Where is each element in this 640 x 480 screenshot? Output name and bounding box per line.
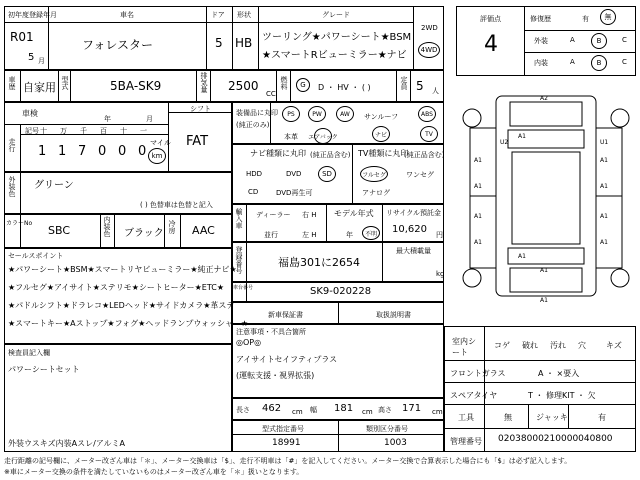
ac-label: 冷房: [168, 220, 176, 234]
car-damage-diagram: [456, 88, 636, 318]
model-year-unit: 年: [346, 231, 353, 239]
tv-item-circled: フルセグ: [360, 166, 388, 182]
mileage-digit: 0: [138, 144, 147, 159]
diagram-code-1: A2: [540, 95, 548, 102]
grade-line2: ★スマートRビューミラー★ナビ: [262, 50, 407, 61]
notes-label: 注意事項・不具合箇所: [236, 328, 306, 336]
equipment-item-circled: エアバック: [314, 128, 332, 144]
sales-line-2: ★フルセグ★アイサイト★ステリモ★シートヒーター★ETC★: [8, 283, 225, 292]
chassis-value: SK9-020228: [310, 286, 372, 297]
exterior-grade-label: 外装: [534, 37, 548, 45]
width-value: 181: [334, 403, 354, 414]
grade-option: C: [622, 36, 627, 44]
length-label: 長さ: [236, 406, 250, 414]
equipment-item-circled: PS: [282, 106, 300, 122]
diagram-right-side: [596, 128, 622, 268]
management-value: 02038000210000040800: [498, 434, 613, 444]
inspector-label: 検査員記入欄: [8, 349, 50, 357]
recycle-label: リサイクル預託金: [386, 209, 442, 217]
height-label: 高さ: [378, 406, 392, 414]
doors-label: ドア: [211, 11, 225, 19]
navi-title: ナビ種類に丸印: [250, 149, 306, 158]
interior-color-label: 内装色: [103, 216, 111, 237]
repaint-note: ( ) 色替車は色替と記入: [140, 201, 213, 209]
diagram-code-12: A1: [600, 239, 608, 246]
score-value: 4: [484, 32, 498, 57]
record-label: 記号: [25, 127, 39, 135]
diagram-code-15: A1: [518, 253, 526, 260]
model-name-label: 車名: [120, 11, 134, 19]
new-car-warranty: 新車保証書: [268, 311, 303, 319]
width-label: 幅: [310, 406, 317, 414]
mileage-digit: 7: [78, 144, 87, 159]
diagram-code-5: A1: [600, 157, 608, 164]
model-year-label: モデル年式: [334, 209, 374, 218]
diagram-code-10: A1: [600, 213, 608, 220]
diagram-roof: [512, 152, 580, 244]
grade-option: C: [622, 58, 627, 66]
seat-item: 破れ: [522, 341, 538, 350]
first-reg-label: 初年度登録年月: [8, 11, 57, 19]
body-label: 形状: [237, 11, 251, 19]
chassis-label: 車台番号: [233, 285, 254, 291]
tv-subtitle: (純正品含む): [404, 151, 445, 159]
mile-label: マイル: [150, 139, 171, 147]
mileage-digit: 1: [38, 144, 47, 159]
grade-selected: B: [591, 33, 607, 49]
tools-label: 工具: [458, 413, 474, 422]
seat-item: コゲ: [494, 341, 510, 350]
import-left: 左 H: [302, 231, 317, 239]
sales-line-1: ★パワーシート★BSM★スマートリヤビューミラー★純正ナビ★: [8, 265, 237, 274]
navi-subtitle: (純正品含む): [310, 151, 351, 159]
month-unit: 月: [38, 57, 45, 65]
navi-item: CD: [248, 188, 259, 196]
inspector-note-2: 外装ウスキズ内装Aスレ/アルミA: [8, 439, 125, 448]
diagram-code-9: A1: [474, 213, 482, 220]
type-value: 5BA-SK9: [110, 79, 162, 93]
inspector-block: [4, 344, 232, 452]
displacement-label: 排気量: [200, 72, 208, 93]
interior-grade-label: 内装: [534, 59, 548, 67]
diagram-hood: [510, 102, 582, 126]
footer-line-2: ※車にメーター交換の条件を満たしていないものはメーター改ざん車を「＊」扱いとなります。: [4, 468, 304, 476]
import-right: 右 H: [302, 211, 317, 219]
glass-value: A ・ ×要入: [538, 369, 580, 378]
sales-label: セールスポイント: [8, 252, 64, 260]
exterior-color: グリーン: [34, 180, 74, 191]
inspection-label: 車検: [22, 109, 38, 118]
grade-line1: ツーリング★パワーシート★BSM: [262, 32, 412, 43]
type-approval-value: 18991: [272, 438, 301, 448]
registration-value: 福島301に2654: [278, 256, 360, 269]
grade-option: A: [570, 36, 575, 44]
import-parallel: 並行: [264, 231, 278, 239]
registration-label: 登録番号: [235, 246, 243, 274]
diagram-code-4: A1: [474, 157, 482, 164]
width-unit: cm: [362, 408, 373, 416]
diagram-wheel-fr: [611, 109, 629, 127]
shift-label: シフト: [190, 105, 211, 113]
equipment-title: 装備品に丸印: [236, 109, 278, 117]
sales-block: [4, 248, 235, 344]
score-label: 評価点: [480, 15, 501, 23]
diagram-code-6: A1: [474, 183, 482, 190]
type-label: 型式: [61, 76, 69, 90]
equipment-item-circled: ABS: [418, 106, 436, 122]
notes-line-2: アイサイトセイフティプラス: [236, 355, 338, 364]
equipment-item-circled: AW: [336, 106, 354, 122]
model-year-unknown-circled: 不明: [362, 226, 380, 240]
interior-seat-label: 室内シート: [452, 337, 476, 357]
fuel-others: D ・ HV ・ ( ): [318, 83, 371, 92]
capacity-label: 定員: [400, 76, 408, 90]
exterior-color-label: 外装色: [8, 176, 16, 197]
glass-label: フロントガラス: [450, 369, 506, 378]
seat-item: キズ: [606, 341, 622, 350]
type-approval-label: 型式指定番号: [262, 425, 304, 433]
sales-line-4: ★スマートキー★Aストップ★フォグ★ヘッドランプウォッシャー★: [8, 319, 249, 328]
grade-option: A: [570, 58, 575, 66]
displacement-value: 2500: [228, 79, 259, 93]
max-load-label: 最大積載量: [396, 247, 431, 255]
mileage-digit-header: 千: [80, 127, 87, 135]
diagram-code-14: A1: [540, 297, 548, 304]
first-reg-month: 5: [28, 52, 35, 63]
length-unit: cm: [292, 408, 303, 416]
grade-selected: B: [591, 55, 607, 71]
navi-item: DVD再生可: [276, 189, 313, 197]
notes-line-1: ◎OP◎: [236, 338, 262, 347]
tv-item: アナログ: [362, 189, 390, 197]
spare-value: T ・ 修理KIT ・ 欠: [528, 391, 596, 400]
mileage-digit: 1: [58, 144, 67, 159]
equipment-item-circled: ナビ: [372, 126, 390, 142]
diagram-wheel-fl: [463, 109, 481, 127]
diagram-code-11: A1: [474, 239, 482, 246]
grade-label: グレード: [322, 11, 350, 19]
model-name: フォレスター: [82, 38, 154, 52]
diagram-code-7: U1: [600, 139, 609, 146]
diagram-code-3: U2: [500, 139, 509, 146]
seat-item: 穴: [578, 341, 586, 350]
body-value: HB: [235, 36, 253, 50]
diagram-code-13: A1: [540, 267, 548, 274]
first-reg-year: R01: [10, 30, 34, 44]
fuel-label: 燃料: [280, 76, 288, 90]
owner-manual: 取扱説明書: [376, 311, 411, 319]
length-value: 462: [262, 403, 282, 414]
class-number-value: 1003: [384, 438, 407, 448]
diagram-code-2: A1: [518, 133, 526, 140]
notes-line-3: (運転支援・視界拡張): [236, 371, 315, 380]
mileage-digit-header: 一: [140, 127, 147, 135]
color-no-label: カラーNo: [6, 220, 33, 227]
spare-label: スペアタイヤ: [450, 391, 498, 400]
ac-value: AAC: [192, 224, 215, 237]
navi-item-circled: SD: [318, 166, 336, 182]
repair-label: 修復歴: [530, 15, 551, 23]
import-label: 輸入車: [235, 208, 243, 229]
class-number-label: 類別区分番号: [366, 425, 408, 433]
tv-title: TV種類に丸印: [358, 149, 409, 158]
drive-2wd: 2WD: [421, 24, 438, 32]
import-dealer: ディーラー: [256, 211, 291, 219]
max-load-unit: kg: [436, 270, 445, 278]
diagram-left-side: [470, 128, 496, 268]
height-unit: cm: [432, 408, 443, 416]
shift-value: FAT: [186, 134, 209, 149]
drive-4wd-circled: 4WD: [418, 42, 440, 58]
doors-value: 5: [215, 36, 223, 50]
recycle-unit: 円: [436, 231, 443, 239]
mileage-digit-header: 万: [60, 127, 67, 135]
repair-yes: 有: [582, 15, 589, 23]
inspector-note-1: パワーシートセット: [8, 365, 80, 374]
capacity-value: 5: [416, 79, 424, 93]
interior-color: ブラック: [124, 228, 164, 239]
diagram-wheel-rl: [463, 269, 481, 287]
color-no: SBC: [48, 224, 71, 237]
jack-value: 有: [598, 413, 606, 422]
sales-line-3: ★パドルシフト★ドラレコ★LEDヘッド★サイドカメラ★革ステ: [8, 301, 235, 310]
use-label: 車歴: [8, 76, 16, 90]
navi-item: DVD: [286, 170, 302, 178]
mileage-label: 走行: [8, 138, 16, 152]
navi-item: HDD: [246, 170, 263, 178]
mileage-digit: 0: [118, 144, 127, 159]
height-value: 171: [402, 403, 422, 414]
inspection-year-unit: 年: [104, 115, 111, 123]
jack-label: ジャッキ: [536, 413, 568, 422]
equipment-subtitle: (純正のみ): [236, 121, 270, 129]
inspection-month-unit: 月: [146, 115, 153, 123]
equipment-item-circled: PW: [308, 106, 326, 122]
use-value: 自家用: [23, 81, 56, 94]
diagram-code-8: A1: [600, 183, 608, 190]
mileage-digit: 0: [98, 144, 107, 159]
diagram-wheel-rr: [611, 269, 629, 287]
person-unit: 人: [432, 87, 439, 95]
km-circled: km: [148, 148, 166, 164]
tv-item: ワンセグ: [406, 171, 434, 179]
mileage-digit-header: 百: [100, 127, 107, 135]
fuel-g-circled: G: [296, 78, 310, 92]
recycle-value: 10,620: [392, 224, 427, 235]
equipment-item: 本革: [284, 133, 298, 141]
mileage-digit-header: 十: [40, 127, 47, 135]
repair-no-circled: 無: [600, 9, 616, 25]
mileage-digit-header: 十: [120, 127, 127, 135]
cc-unit: CC: [266, 90, 276, 98]
equipment-item-circled: TV: [420, 126, 438, 142]
management-label: 管理番号: [450, 437, 482, 446]
equipment-item: サンルーフ: [364, 113, 399, 121]
seat-item: 汚れ: [550, 341, 566, 350]
tools-value: 無: [504, 413, 512, 422]
footer-line-1: 走行距離の記号欄に、メーター改ざん車は「＊」、メーター交換車は「$」、走行不明車は「#」を記入してください。メーター交換で合算表示した場合にも「$」は必ず記入します。: [4, 457, 572, 465]
